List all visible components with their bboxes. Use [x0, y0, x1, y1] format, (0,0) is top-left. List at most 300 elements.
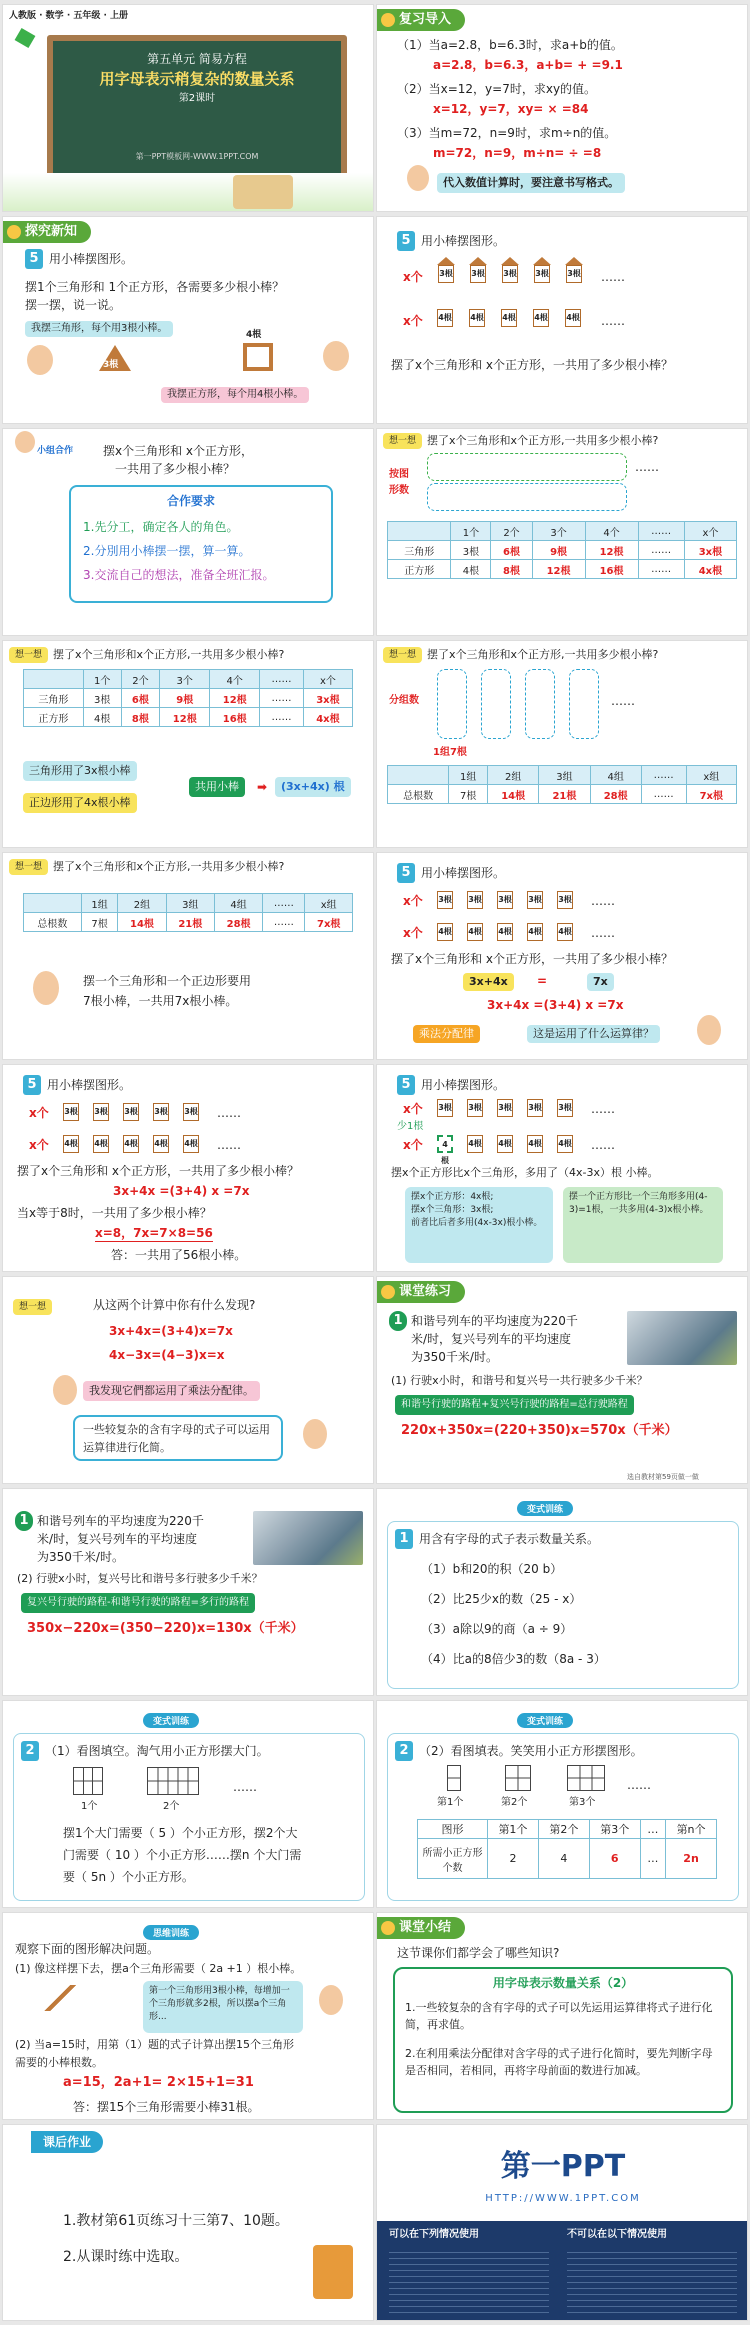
- table-row: [388, 785, 737, 804]
- cell: 1组: [81, 894, 118, 913]
- question: 摆1个三角形和 1个正方形，各需要多少根小棒？: [25, 280, 285, 294]
- cell: x个: [303, 670, 352, 689]
- exercise-number: 2: [21, 1741, 39, 1761]
- triangle-count: 3根: [437, 891, 453, 909]
- row-label-tri: x个: [403, 894, 423, 908]
- triangle-count: 3根: [502, 265, 518, 283]
- solution: 350x−220x=(350−220)x=130x（千米）: [27, 1621, 304, 1636]
- books-icon: [313, 2245, 353, 2299]
- cell: ……: [263, 913, 305, 932]
- triangle-count: 3根: [63, 1103, 79, 1121]
- ellipsis: ……: [591, 1138, 615, 1152]
- cell: ……: [641, 785, 686, 804]
- rule-3: 3.交流自己的想法，准备全班汇报。: [83, 568, 275, 582]
- hint-box: 第一个三角形用3根小棒，每增加一个三角形就多2根，所以摆a个三角形...: [143, 1981, 303, 2033]
- blackboard: [47, 35, 347, 183]
- question: 从这两个计算中你有什么发现?: [93, 1298, 256, 1312]
- requirements-box: [69, 485, 333, 603]
- stem-line-1: 和谐号列车的平均速度为220千: [411, 1314, 578, 1328]
- cell: 14根: [118, 913, 166, 932]
- stem-line-2: 米/时，复兴号列车的平均速度: [411, 1332, 572, 1346]
- cell: 三角形: [388, 541, 451, 560]
- question: 摆了x个三角形和 x个正方形，一共用了多少根小棒？: [391, 952, 674, 966]
- table-row: [24, 894, 353, 913]
- group-by-shape-label: 按图形数: [389, 469, 409, 496]
- question: 摆了x个三角形和x个正方形,一共用多少根小棒?: [53, 648, 285, 661]
- group-box: [437, 669, 467, 739]
- slide-title: [2, 4, 374, 212]
- allowed-list: [389, 2247, 549, 2313]
- books-icon: [233, 175, 293, 209]
- prompt: 摆一摆，说一说。: [25, 298, 122, 312]
- relation-label: 和谐号行驶的路程+复兴号行驶的路程=总行驶路程: [395, 1395, 634, 1415]
- instruction: 用小棒摆图形。: [421, 866, 506, 880]
- square-count: 4根: [123, 1135, 139, 1153]
- grass-decoration: [3, 173, 374, 212]
- slide-thinking: [2, 1912, 374, 2120]
- square-count: 4根: [437, 923, 453, 941]
- slide-groups: [376, 640, 748, 848]
- think-tag: 想一想: [383, 647, 422, 663]
- group-box: [525, 669, 555, 739]
- variation-tag: 变式训练: [517, 1501, 573, 1516]
- question: 摆了x个三角形和 x个正方形，一共用了多少根小棒？: [17, 1164, 300, 1178]
- cell: 总根数: [388, 785, 449, 804]
- group-box: [481, 669, 511, 739]
- girl-figure: [319, 1985, 343, 2015]
- boy-bubble: 我摆三角形，每个用3根小棒。: [25, 321, 173, 337]
- stem-line-1: 和谐号列车的平均速度为220千: [37, 1514, 204, 1528]
- group-table: [387, 765, 737, 804]
- question: 摆了x个三角形和 x个正方形，一共用了多少根小棒？: [391, 358, 674, 372]
- triangle-count: 3根: [467, 891, 483, 909]
- example-number: 5: [397, 231, 415, 251]
- triangle-icon: [469, 257, 487, 265]
- instruction: 观察下面的图形解决问题。: [15, 1942, 160, 1956]
- slide-table-shapes: [376, 428, 748, 636]
- question: 这节课你们都学会了哪些知识?: [397, 1946, 560, 1960]
- ellipsis: ……: [591, 926, 615, 940]
- instruction: （1）看图填空。淘气用小正方形摆大门。: [45, 1744, 269, 1758]
- source-label: 选自教材第59页做一做: [627, 1473, 699, 1481]
- slide-explore: [2, 216, 374, 424]
- tip-bubble: 代入数值计算时，要注意书写格式。: [437, 173, 625, 193]
- cell: ……: [638, 541, 684, 560]
- square-count: 4根: [437, 309, 453, 327]
- cell: 7x根: [305, 913, 353, 932]
- triangle-count: 3根: [557, 1099, 573, 1117]
- square-count: 4根: [63, 1135, 79, 1153]
- exercise-number: 1: [15, 1511, 33, 1531]
- sub-question-2: (2) 当a=15时，用第（1）题的式子计算出摆15个三角形: [15, 2038, 295, 2051]
- row-label-sq: x个: [403, 926, 423, 940]
- a2: x=12，y=7，xy= × =84: [433, 102, 589, 116]
- cell: 6: [589, 1839, 640, 1879]
- lesson-label: 第2课时: [178, 93, 216, 104]
- triangle-label: 3根: [103, 360, 119, 370]
- count-table: [23, 669, 353, 727]
- cell: 2个: [121, 670, 160, 689]
- square-count: 4根: [527, 1135, 543, 1153]
- girl-figure: [323, 341, 349, 371]
- cell: 正方形: [388, 560, 451, 579]
- answer: 答：摆15个三角形需要小棒31根。: [73, 2100, 260, 2114]
- question: 摆x个正方形比x个三角形，多用了（4x-3x）根 小棒。: [391, 1166, 659, 1179]
- stem-line-2: 米/时，复兴号列车的平均速度: [37, 1532, 198, 1546]
- figure-caption: 1个: [81, 1801, 98, 1812]
- rule-2: 2.分別用小棒摆一摆，算一算。: [83, 544, 251, 558]
- relation-label: 复兴号行驶的路程-和谐号行驶的路程=多行的路程: [21, 1593, 255, 1613]
- cell: 4x根: [303, 708, 352, 727]
- total-expression: (3x+4x) 根: [275, 777, 351, 797]
- think-tag: 想一想: [383, 433, 422, 449]
- square-count: 4根: [533, 309, 549, 327]
- variation-tag: 变式训练: [143, 1713, 199, 1728]
- slide-group-work: [2, 428, 374, 636]
- thinking-tag: 思维训练: [143, 1925, 199, 1940]
- shape-figure: [447, 1765, 461, 1791]
- forbidden-list: [567, 2247, 737, 2313]
- triangle-icon: [565, 257, 583, 265]
- student-figure: [15, 431, 35, 453]
- cell: 第n个: [666, 1820, 717, 1839]
- ellipsis: ……: [627, 1778, 651, 1792]
- group-box: [569, 669, 599, 739]
- figure-caption: 第2个: [501, 1797, 528, 1808]
- cell: 第3个: [589, 1820, 640, 1839]
- requirements-title: 合作要求: [167, 494, 216, 508]
- group-count-label: 1组7根: [433, 747, 467, 758]
- cell: 4: [538, 1839, 589, 1879]
- variation-tag: 变式训练: [517, 1713, 573, 1728]
- cell: 1个: [83, 670, 121, 689]
- question-line-1: 摆x个三角形和 x个正方形，: [103, 444, 254, 458]
- total-label: 共用小棒: [189, 777, 245, 797]
- cell: 8根: [121, 708, 160, 727]
- square-count: 4根: [497, 923, 513, 941]
- cell: 三角形: [24, 689, 84, 708]
- summary-title: 用字母表示数量关系（2）: [492, 1976, 634, 1990]
- sub-question-2b: 需要的小棒根数。: [15, 2056, 103, 2069]
- cell: ……: [260, 670, 304, 689]
- cell: 所需小正方形个数: [418, 1839, 488, 1879]
- student-figure: [407, 165, 429, 191]
- triangle-row-box: [427, 453, 627, 481]
- think-tag: 想一想: [9, 647, 48, 663]
- fill-line-1: 摆1个大门需要（ 5 ）个小正方形，摆2个大: [63, 1826, 298, 1840]
- cell: 6根: [121, 689, 160, 708]
- cell: 图形: [418, 1820, 488, 1839]
- cell: 28根: [214, 913, 262, 932]
- group-label: 分组数: [389, 695, 419, 706]
- cell: x组: [686, 766, 736, 785]
- table-row: [388, 560, 737, 579]
- mortarboard-icon: [15, 28, 36, 48]
- exercise-number: 2: [395, 1741, 413, 1761]
- triangle-count: 3根: [93, 1103, 109, 1121]
- triangle-icon: [533, 257, 551, 265]
- ellipsis: ……: [217, 1106, 241, 1120]
- cell: 3根: [451, 541, 491, 560]
- table-row: [418, 1839, 717, 1879]
- cell: 4组: [214, 894, 262, 913]
- square-count: 4根: [467, 923, 483, 941]
- table-row: [418, 1820, 717, 1839]
- sub-question: 当x等于8时，一共用了多少根小棒？: [17, 1206, 212, 1220]
- homework-1: 1.教材第61页练习十三第7、10题。: [63, 2213, 289, 2229]
- instruction: 用小棒摆图形。: [47, 1078, 132, 1092]
- group-tag: 小组合作: [37, 446, 74, 456]
- q2: （2）当x=12，y=7时，求xy的值。: [397, 82, 597, 96]
- slide-evaluate: [2, 1064, 374, 1272]
- cell: 2组: [488, 766, 539, 785]
- cell: [388, 522, 451, 541]
- equals-sign: =: [537, 974, 548, 988]
- instruction: （2）看图填表。笑笑用小正方形摆图形。: [419, 1744, 643, 1758]
- square-count: 4根: [497, 1135, 513, 1153]
- triangle-count: 3根: [467, 1099, 483, 1117]
- slide-review: [376, 4, 748, 212]
- cell: ……: [638, 560, 684, 579]
- cell: 8根: [491, 560, 532, 579]
- think-tag: 想一想: [13, 1299, 52, 1315]
- square-bubble: 正边形用了4x根小棒: [23, 793, 137, 813]
- figure-caption: 第3个: [569, 1797, 596, 1808]
- cell: 21根: [539, 785, 590, 804]
- think-tag: 想一想: [9, 859, 48, 875]
- triangle-count: 3根: [527, 1099, 543, 1117]
- ellipsis: ……: [591, 894, 615, 908]
- cell: ……: [260, 689, 304, 708]
- square-count: 4根: [565, 309, 581, 327]
- cell: ……: [638, 522, 684, 541]
- evaluation: x=8，7x=7×8=56: [95, 1226, 213, 1240]
- item-4: （4）比a的8倍少3的数（8a - 3）: [421, 1652, 606, 1666]
- cell: 4组: [590, 766, 641, 785]
- shape-table: [417, 1819, 717, 1879]
- cell: 正方形: [24, 708, 84, 727]
- example-number: 5: [397, 863, 415, 883]
- question-line-2: 一共用了多少根小棒？: [115, 462, 236, 476]
- triangle-count: 3根: [497, 1099, 513, 1117]
- exercise-number: 1: [395, 1529, 413, 1549]
- table-row: [388, 541, 737, 560]
- cell: 3组: [166, 894, 214, 913]
- summary-point-2: 2.在利用乘法分配律对含字母的式子进行化简时，要先判断字母是否相同，若相同，再将字母前面的数进行加减。: [405, 2047, 713, 2077]
- method-2-box: 摆一个正方形比一个三角形多用(4-3)=1根，一共多用(4-3)x根小棒。: [563, 1187, 723, 1263]
- ellipsis: ……: [601, 270, 625, 284]
- triangle-bubble: 三角形用了3x根小棒: [23, 761, 137, 781]
- page-title: 用字母表示稍复杂的数量关系: [99, 70, 295, 88]
- table-row: [388, 766, 737, 785]
- expr-left: 3x+4x: [463, 973, 514, 991]
- table-row: [24, 708, 353, 727]
- train-image: [253, 1511, 363, 1565]
- ellipsis: ……: [611, 694, 635, 708]
- count-table: [387, 521, 737, 579]
- law-label: 乘法分配律: [413, 1025, 480, 1043]
- expansion: 3x+4x =(3+4) x =7x: [487, 998, 624, 1012]
- less-label: 少1根: [397, 1121, 424, 1132]
- slide-variation-2b: [376, 1700, 748, 1908]
- section-header: 复习导入: [377, 9, 465, 31]
- group-table: [23, 893, 353, 932]
- cell: 4个: [210, 670, 260, 689]
- cell: ……: [641, 766, 686, 785]
- license-panel: [377, 2221, 748, 2321]
- square-count: 4根: [501, 309, 517, 327]
- fill-line-3: 要（ 5n ）个小正方形。: [63, 1870, 194, 1884]
- cell: 3个: [532, 522, 585, 541]
- q3: （3）当m=72，n=9时，求m÷n的值。: [397, 126, 617, 140]
- instruction: 用小棒摆图形。: [421, 1078, 506, 1092]
- cell: 12根: [210, 689, 260, 708]
- slide-variation-2a: [2, 1700, 374, 1908]
- cell: 16根: [210, 708, 260, 727]
- table-row: [24, 913, 353, 932]
- cell: 9根: [160, 689, 210, 708]
- girl-bubble: 我摆正方形，每个用4根小棒。: [161, 387, 309, 403]
- slide-variation-1: [376, 1488, 748, 1696]
- cell: 9根: [532, 541, 585, 560]
- square-count: 4根: [467, 1135, 483, 1153]
- cell: 3根: [83, 689, 121, 708]
- stem-line-3: 为350千米/时。: [37, 1550, 124, 1564]
- section-header: 探究新知: [3, 221, 91, 243]
- stem-line-3: 为350千米/时。: [411, 1350, 498, 1364]
- expression-1: 3x+4x=(3+4)x=7x: [109, 1324, 233, 1338]
- row-label-tri: x个: [29, 1106, 49, 1120]
- fill-line-2: 门需要（ 10 ）个小正方形……摆n 个大门需: [63, 1848, 302, 1862]
- triangle-count: 3根: [557, 891, 573, 909]
- row-label-tri: x个: [403, 270, 423, 284]
- girl-figure: [697, 1015, 721, 1045]
- cell: 2组: [118, 894, 166, 913]
- arrow-icon: ➡: [257, 780, 268, 794]
- summary-box: [393, 1967, 733, 2113]
- exercise-number: 1: [389, 1311, 407, 1331]
- site-label: 第一PPT模板网-WWW.1PPT.COM: [135, 152, 259, 161]
- discovery-bubble: 我发现它們都运用了乘法分配律。: [83, 1381, 260, 1401]
- slide-difference: [376, 1064, 748, 1272]
- sub-question: (2) 行驶x小时，复兴号比和谐号多行驶多少千米？: [17, 1572, 263, 1585]
- shape-figure: [567, 1765, 605, 1791]
- slide-practice-1: [376, 1276, 748, 1484]
- example-number: 5: [23, 1075, 41, 1095]
- cell: 7根: [449, 785, 488, 804]
- section-header: 课后作业: [31, 2131, 103, 2153]
- triangle-count: 3根: [153, 1103, 169, 1121]
- ask-bubble: 这是运用了什么运算律？: [527, 1025, 660, 1043]
- cell: 2: [488, 1839, 539, 1879]
- book-label: 人教版 · 数学 · 五年级 · 上册: [9, 11, 129, 21]
- slide-credits: [376, 2124, 748, 2321]
- cell: [24, 894, 82, 913]
- conclusion-box: 一些较复杂的含有字母的式子可以运用运算律进行化简。: [73, 1415, 283, 1461]
- triangle-count: 3根: [183, 1103, 199, 1121]
- cell: 3个: [160, 670, 210, 689]
- cell: 16根: [585, 560, 638, 579]
- row-label-sq: x个: [403, 314, 423, 328]
- table-row: [388, 522, 737, 541]
- gate-figure: [147, 1767, 199, 1795]
- cell: 12根: [160, 708, 210, 727]
- slide-table-total: [2, 640, 374, 848]
- sub-question-1: (1) 像这样摆下去，摆a个三角形需要（ 2a +1 ）根小棒。: [15, 1962, 302, 1975]
- ellipsis: ……: [635, 460, 659, 474]
- square-count: 4根: [557, 1135, 573, 1153]
- item-1: （1）b和20的积（20 b）: [421, 1562, 563, 1576]
- triangles-figure: [23, 1985, 115, 2011]
- cell: 1个: [451, 522, 491, 541]
- square-icon: [243, 343, 273, 371]
- item-3: （3）a除以9的商（a ÷ 9）: [421, 1622, 573, 1636]
- expansion: 3x+4x =(3+4) x =7x: [113, 1184, 250, 1198]
- cell: [388, 766, 449, 785]
- row-label-tri: x个: [403, 1102, 423, 1116]
- square-count: 4根: [93, 1135, 109, 1153]
- cell: 14根: [488, 785, 539, 804]
- girl-figure: [303, 1419, 327, 1449]
- triangle-icon: [501, 257, 519, 265]
- cell: 4根: [83, 708, 121, 727]
- square-row-box: [427, 483, 627, 511]
- train-image: [627, 1311, 737, 1365]
- slide-sticks-a: [376, 216, 748, 424]
- item-2: （2）比25少x的数（25 - x）: [421, 1592, 582, 1606]
- a3: m=72，n=9，m÷n= ÷ =8: [433, 146, 602, 160]
- triangle-count: 3根: [566, 265, 582, 283]
- question: 摆了x个三角形和x个正方形,一共用多少根小棒?: [53, 860, 285, 873]
- triangle-count: 3根: [497, 891, 513, 909]
- cell: 第2个: [538, 1820, 589, 1839]
- q1: （1）当a=2.8，b=6.3时，求a+b的值。: [397, 38, 623, 52]
- expression-2: 4x−3x=(4−3)x=x: [109, 1348, 225, 1362]
- forbidden-title: 不可以在以下情况使用: [567, 2229, 667, 2240]
- triangle-count: 3根: [437, 1099, 453, 1117]
- summary-point-1: 1.一些较复杂的含有字母的式子可以先运用运算律将式子进行化简，再求值。: [405, 2001, 713, 2031]
- cell: …: [640, 1839, 665, 1879]
- example-number: 5: [397, 1075, 415, 1095]
- triangle-count: 3根: [470, 265, 486, 283]
- cell: 2n: [666, 1839, 717, 1879]
- section-header: 课堂练习: [377, 1281, 465, 1303]
- expr-right: 7x: [587, 973, 614, 991]
- cell: ……: [260, 708, 304, 727]
- square-count: 4根: [153, 1135, 169, 1153]
- cell: 7x根: [686, 785, 736, 804]
- cell: 12根: [532, 560, 585, 579]
- instruction: 用含有字母的式子表示数量关系。: [419, 1532, 600, 1546]
- figure-caption: 第1个: [437, 1797, 464, 1808]
- example-number: 5: [25, 249, 43, 269]
- sub-question: (1) 行驶x小时，和谐号和复兴号一共行驶多少千米？: [391, 1374, 648, 1387]
- cell: ……: [263, 894, 305, 913]
- table-row: [24, 689, 353, 708]
- cell: 2个: [491, 522, 532, 541]
- cell: 3组: [539, 766, 590, 785]
- cell: …: [640, 1820, 665, 1839]
- figure-caption: 2个: [163, 1801, 180, 1812]
- site-url: HTTP://WWW.1PPT.COM: [485, 2193, 641, 2204]
- cell: [24, 670, 84, 689]
- square-label: 4根: [246, 330, 262, 340]
- answer: 答：一共用了56根小棒。: [111, 1248, 247, 1262]
- cell: 4个: [585, 522, 638, 541]
- statement-line-2: 7根小棒，一共用7x根小棒。: [83, 994, 238, 1008]
- cell: 28根: [590, 785, 641, 804]
- section-header: 课堂小结: [377, 1917, 465, 1939]
